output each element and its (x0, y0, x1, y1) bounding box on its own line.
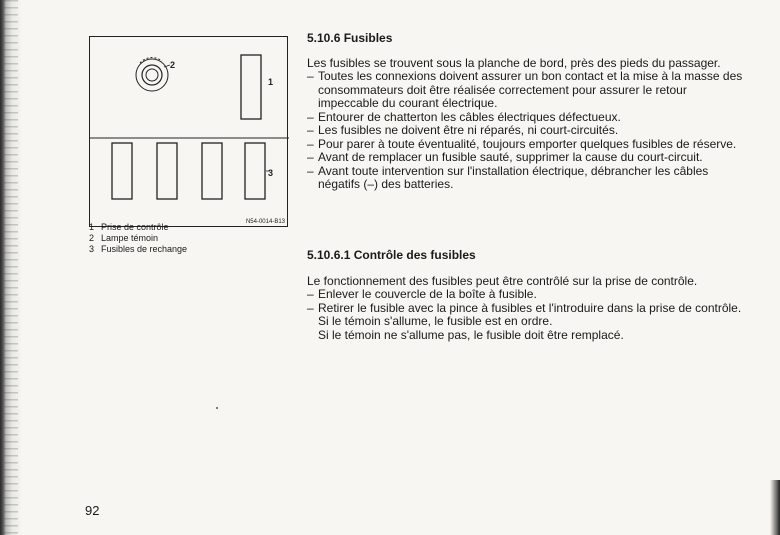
callout-2: 2 (170, 60, 176, 70)
scan-speck (216, 407, 218, 409)
section-intro: Les fusibles se trouvent sous la planche de bord, près des pieds du passager. (307, 55, 721, 70)
list-item: – Entourer de chatterton les câbles électriques défectueux. (307, 111, 767, 125)
list-item: – Enlever le couvercle de la boîte à fusible. (307, 288, 767, 302)
section-heading: 5.10.6 Fusibles (307, 31, 393, 45)
list-item: – Avant de remplacer un fusible sauté, supprimer la cause du court-circuit. (307, 151, 767, 165)
spare-fuses-drawing (112, 143, 265, 199)
result-line: Si le témoin s'allume, le fusible est en ordre. (318, 314, 553, 328)
list-item: – Avant toute intervention sur l'installation électrique, débrancher les câbles négatifs (–) des batteries. (307, 165, 767, 192)
list-item: – Retirer le fusible avec la pince à fusibles et l'introduire dans la prise de contrôle. (307, 302, 767, 316)
book-binding-shadow (0, 0, 22, 535)
test-socket-drawing (241, 55, 261, 119)
legend-item: 3 Fusibles de rechange (89, 244, 188, 254)
warning-lamp-drawing (136, 58, 170, 91)
figure-legend (89, 222, 187, 255)
callout-1: 1 (268, 77, 274, 87)
fuse-box-drawing (90, 37, 289, 228)
section-fusibles (307, 32, 767, 192)
section-intro: Le fonctionnement des fusibles peut être contrôlé sur la prise de contrôle. (307, 273, 698, 288)
list-item: – Pour parer à toute éventualité, toujours emporter quelques fusibles de réserve. (307, 138, 767, 152)
section-heading: 5.10.6.1 Contrôle des fusibles (307, 248, 476, 262)
fuse-box-diagram (89, 36, 288, 227)
list-item: – Les fusibles ne doivent être ni réparés, ni court-circuités. (307, 124, 767, 138)
section-controle-fusibles (307, 249, 767, 342)
page-number: 92 (85, 503, 100, 518)
legend-item: 1 Prise de contrôle (89, 222, 169, 232)
legend-item: 2 Lampe témoin (89, 233, 159, 243)
page-edge-shadow (770, 480, 780, 535)
figure-code: N54-0014-B13 (245, 219, 285, 225)
list-item: – Toutes les connexions doivent assurer un bon contact et la mise à la masse des consommateurs doit être réalisée correctement pour assurer le retour impeccable du courant électrique. (307, 70, 767, 111)
callout-3: 3 (268, 168, 274, 178)
result-line: Si le témoin ne s'allume pas, le fusible doit être remplacé. (318, 327, 624, 342)
